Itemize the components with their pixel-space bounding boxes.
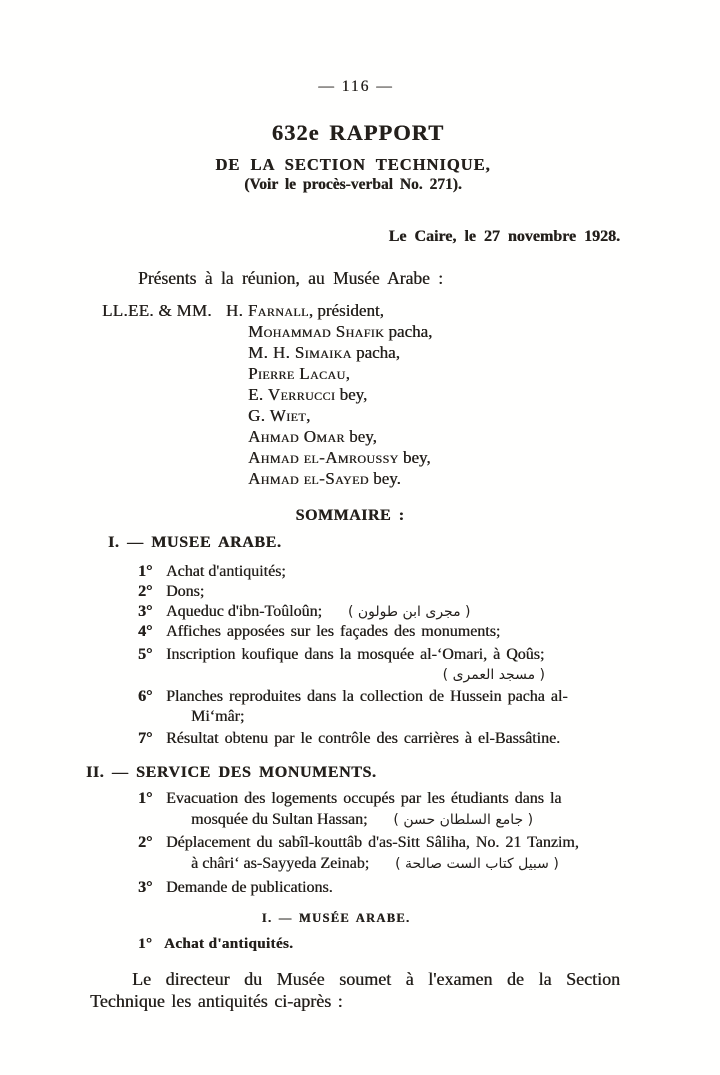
item-text: Inscription koufique dans la mosquée al-‘Omari, à Qoûs; [166,646,545,663]
item-text: Aqueduc d'ibn-Toûloûn; [166,603,322,620]
attendee-row [102,468,622,489]
item-number: 3° [138,603,153,620]
attendee-row [102,321,622,342]
body-section-heading: I. — MUSÉE ARABE. [261,911,411,925]
body-paragraph [90,968,620,1012]
list-item [138,582,620,602]
item-number: 6° [138,688,153,705]
attendee-suffix: bey, [335,385,368,404]
item-text: Planches reproduites dans la collection de Hussein pacha al- [166,688,568,705]
report-subtitle: DE LA SECTION TECHNIQUE, [215,155,491,174]
dateline: Le Caire, le 27 novembre 1928. [388,228,620,245]
list-item [138,729,620,749]
report-reference: (Voir le procès-verbal No. 271). [244,176,462,193]
attendee-row [102,426,622,447]
item-number: 7° [138,730,153,747]
report-title: 632e RAPPORT [271,120,445,145]
item-text: Affiches apposées sur les façades des monuments; [166,623,501,640]
paragraph-line: Technique les antiquités ci-après : [90,991,343,1011]
attendee-row [102,300,622,321]
attendee-name: Ahmad el-Sayed [248,469,369,488]
item-number: 4° [138,623,153,640]
attendee-suffix: , président, [308,301,384,320]
attendee-row [102,342,622,363]
list-item [138,687,620,707]
attendee-name: E. Verrucci [248,385,336,404]
item-text: à châri‘ as-Sayyeda Zeinab; [191,855,370,872]
list-item [138,602,620,622]
item-text: Achat d'antiquités; [166,563,286,580]
attendee-suffix: pacha, [384,322,433,341]
attendee-name: Ahmad el-Amroussy [248,448,399,467]
item-number: 2° [138,583,153,600]
attendee-suffix: pacha, [351,343,400,362]
attendee-name: Pierre Lacau [248,364,346,383]
attendee-suffix: , [345,364,350,383]
body-sub-heading [138,936,293,953]
section-2-title: II. — SERVICE DES MONUMENTS. [86,764,377,781]
list-item [138,622,620,642]
attendee-suffix: , [305,406,311,425]
item-text: Déplacement du sabîl-kouttâb d'as-Sitt Sâliha, No. 21 Tanzim, [166,834,579,851]
attendee-name: G. Wiet [248,406,306,425]
sub-heading-text: Achat d'antiquités. [164,936,294,952]
item-text: Evacuation des logements occupés par les étudiants dans la [166,790,562,807]
paragraph-line: Le directeur du Musée soumet à l'examen de la Section [132,969,620,989]
arabic-annotation: ( مسجد العمرى ) [442,667,545,683]
item-text: Dons; [166,583,205,600]
arabic-annotation: ( مجرى ابن طولون ) [347,604,471,620]
item-number: 1° [138,563,153,580]
attendee-row [102,384,622,405]
presence-intro: Présents à la réunion, au Musée Arabe : [138,268,444,288]
attendee-row [102,447,622,468]
section-1-title: I. — MUSEE ARABE. [108,534,282,551]
item-text: Mi‘mâr; [191,708,245,725]
attendee-name: Mohammad Shafik [248,322,385,341]
attendee-suffix: bey, [398,448,431,467]
attendee-name: H. Farnall [225,301,309,320]
sommaire-heading: SOMMAIRE : [295,507,405,524]
item-number: 2° [138,834,153,851]
list-item-continuation [138,853,620,875]
list-item-continuation [138,809,620,831]
arabic-annotation: ( جامع السلطان حسن ) [393,812,534,828]
attendee-suffix: bey, [344,427,377,446]
list-item [138,788,620,809]
honorific-prefix: LL.EE. & MM. [102,301,212,320]
item-text: Résultat obtenu par le contrôle des carrières à el-Bassâtine. [166,730,561,747]
sub-heading-number: 1° [138,936,153,952]
item-number: 1° [138,790,153,807]
list-item [138,877,620,898]
list-item [138,645,620,665]
attendee-row [102,405,622,426]
list-item [138,562,620,582]
arabic-annotation: ( سبيل كتاب الست صالحة ) [395,856,559,872]
list-item [138,832,620,853]
list-item-continuation [138,665,620,685]
attendee-suffix: bey. [368,469,401,488]
item-number: 5° [138,646,153,663]
list-item-continuation [138,707,620,727]
item-number: 3° [138,879,153,896]
section-1-items [138,562,620,749]
item-text: Demande de publications. [166,879,333,896]
attendee-name: M. H. Simaika [248,343,352,362]
attendee-name: Ahmad Omar [248,427,345,446]
section-2-items [138,788,620,898]
attendee-row [102,363,622,384]
item-text: mosquée du Sultan Hassan; [191,811,368,828]
attendee-list [102,300,622,489]
page-number: — 116 — [318,78,394,95]
